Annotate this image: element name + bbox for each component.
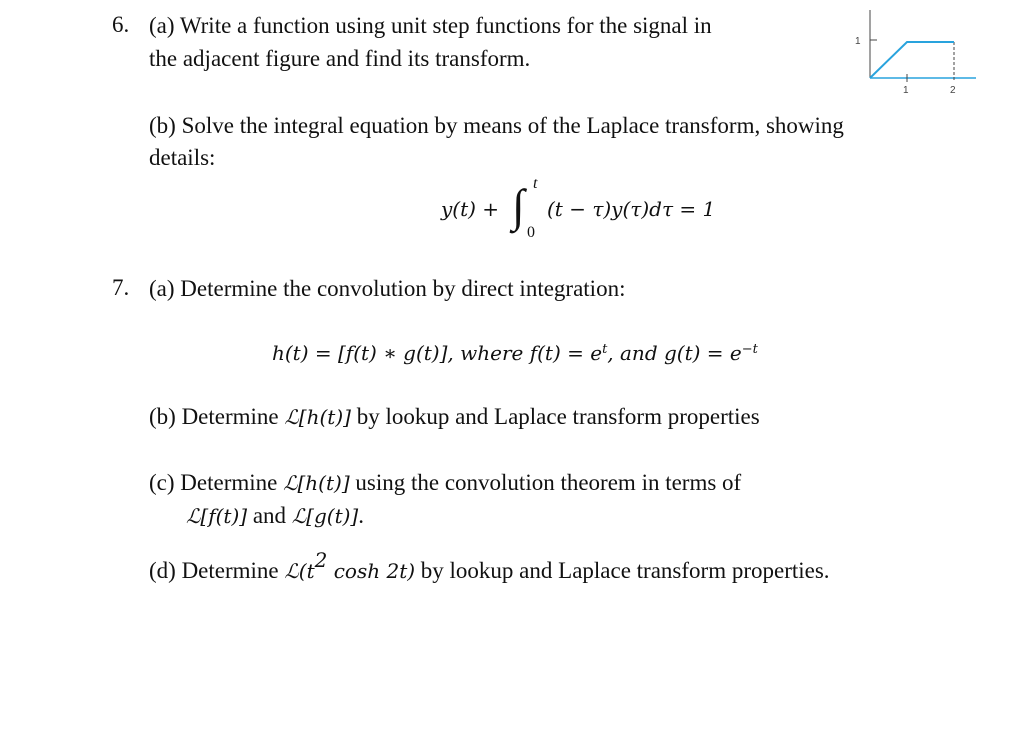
equation-7a-sup1: t bbox=[602, 341, 608, 357]
problem-7b bbox=[149, 402, 760, 432]
problem-7c-line1 bbox=[149, 468, 741, 498]
problem-7d-math-mid: cosh 2t) bbox=[327, 559, 416, 583]
problem-6-number: 6. bbox=[112, 12, 130, 37]
problem-7c-end: . bbox=[358, 503, 364, 528]
problem-7b-math: ℒ[h(t)] bbox=[284, 405, 351, 429]
equation-7a-main: h(t) = [f(t) ∗ g(t)], where f(t) = e bbox=[272, 341, 603, 365]
equation-7a bbox=[272, 341, 758, 365]
x-tick-label-1: 1 bbox=[903, 85, 909, 96]
problem-7c-pre: (c) Determine bbox=[149, 470, 284, 495]
integral-upper-limit: t bbox=[533, 175, 538, 192]
problem-7d bbox=[149, 548, 830, 586]
problem-7c-math2: ℒ[g(t)] bbox=[291, 504, 359, 528]
problem-7-number: 7. bbox=[112, 275, 130, 300]
problem-6a-line1: (a) Write a function using unit step functions for the signal in bbox=[149, 13, 712, 38]
integral-sign: ∫ bbox=[512, 180, 525, 231]
signal-line bbox=[870, 42, 954, 78]
problem-7d-pre: (d) Determine bbox=[149, 558, 285, 583]
equation-6b-integrand: (t − τ)y(τ)dτ = 1 bbox=[547, 197, 716, 221]
problem-7d-math-pre: ℒ(t bbox=[284, 559, 315, 583]
problem-7c-post: using the convolution theorem in terms of bbox=[349, 470, 742, 495]
signal-figure bbox=[850, 6, 980, 96]
problem-6b-line2: details: bbox=[149, 145, 216, 170]
problem-7a: (a) Determine the convolution by direct integration: bbox=[149, 276, 626, 301]
problem-7b-pre: (b) Determine bbox=[149, 404, 285, 429]
problem-7c-math: ℒ[h(t)] bbox=[283, 471, 350, 495]
problem-7b-post: by lookup and Laplace transform properties bbox=[350, 404, 760, 429]
equation-7a-mid: , and g(t) = e bbox=[607, 341, 742, 365]
problem-6b-line1: (b) Solve the integral equation by means of the Laplace transform, showing bbox=[149, 113, 844, 138]
problem-7d-sup: 2 bbox=[314, 548, 328, 572]
integral-lower-limit: 0 bbox=[527, 224, 535, 241]
problem-7c-mid: and bbox=[247, 503, 292, 528]
problem-7c-math1: ℒ[f(t)] bbox=[186, 504, 248, 528]
problem-7c-line2 bbox=[186, 501, 364, 531]
y-tick-label: 1 bbox=[855, 36, 861, 47]
problem-6a-line2: the adjacent figure and find its transform. bbox=[149, 46, 531, 71]
equation-6b-lhs: y(t) + bbox=[441, 197, 500, 221]
x-tick-label-2: 2 bbox=[950, 85, 956, 96]
equation-7a-sup2: −t bbox=[741, 341, 758, 357]
problem-7d-post: by lookup and Laplace transform properties. bbox=[415, 558, 830, 583]
